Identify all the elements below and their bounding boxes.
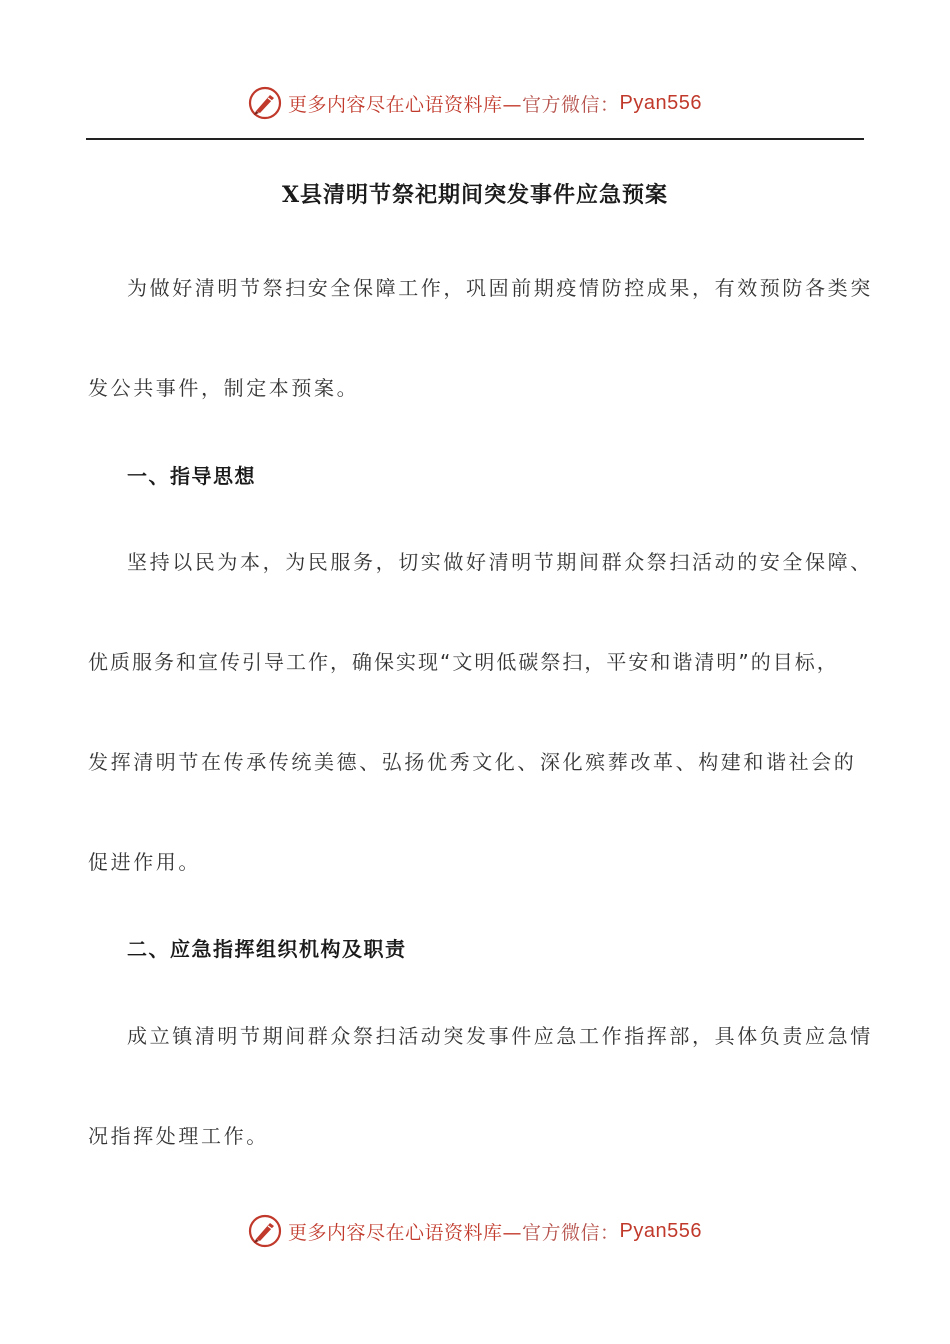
banner-main-text: 更多内容尽在心语资料库—: [288, 1221, 523, 1244]
intro-line-1: 为做好清明节祭扫安全保障工作，巩固前期疫情防控成果，有效预防各类突: [127, 276, 873, 300]
pen-logo-icon: [248, 1214, 282, 1248]
header-divider: [86, 138, 864, 140]
section-2-line-2: 况指挥处理工作。: [88, 1124, 269, 1148]
section-1-heading: 一、指导思想: [127, 464, 256, 488]
section-1-line-4: 促进作用。: [88, 850, 201, 874]
intro-line-2: 发公共事件，制定本预案。: [88, 376, 360, 400]
pen-logo-icon: [248, 86, 282, 120]
banner-main-text: 更多内容尽在心语资料库—: [288, 93, 523, 116]
banner-wechat-id: Pyan556: [619, 91, 702, 114]
footer-banner: [0, 1211, 950, 1251]
header-banner: [0, 83, 950, 123]
section-1-line-3: 发挥清明节在传承传统美德、弘扬优秀文化、深化殡葬改革、构建和谐社会的: [88, 750, 857, 774]
section-2-line-1: 成立镇清明节期间群众祭扫活动突发事件应急工作指挥部，具体负责应急情: [127, 1024, 873, 1048]
section-2-heading: 二、应急指挥组织机构及职责: [127, 937, 407, 961]
section-1-line-2: 优质服务和宣传引导工作，确保实现“文明低碳祭扫，平安和谐清明”的目标，: [88, 650, 839, 674]
banner-wechat-label: 官方微信：: [522, 1221, 620, 1244]
document-title: X县清明节祭祀期间突发事件应急预案: [281, 182, 669, 208]
section-1-line-1: 坚持以民为本，为民服务，切实做好清明节期间群众祭扫活动的安全保障、: [127, 550, 873, 574]
banner-wechat-label: 官方微信：: [522, 93, 620, 116]
banner-wechat-id: Pyan556: [619, 1219, 702, 1242]
